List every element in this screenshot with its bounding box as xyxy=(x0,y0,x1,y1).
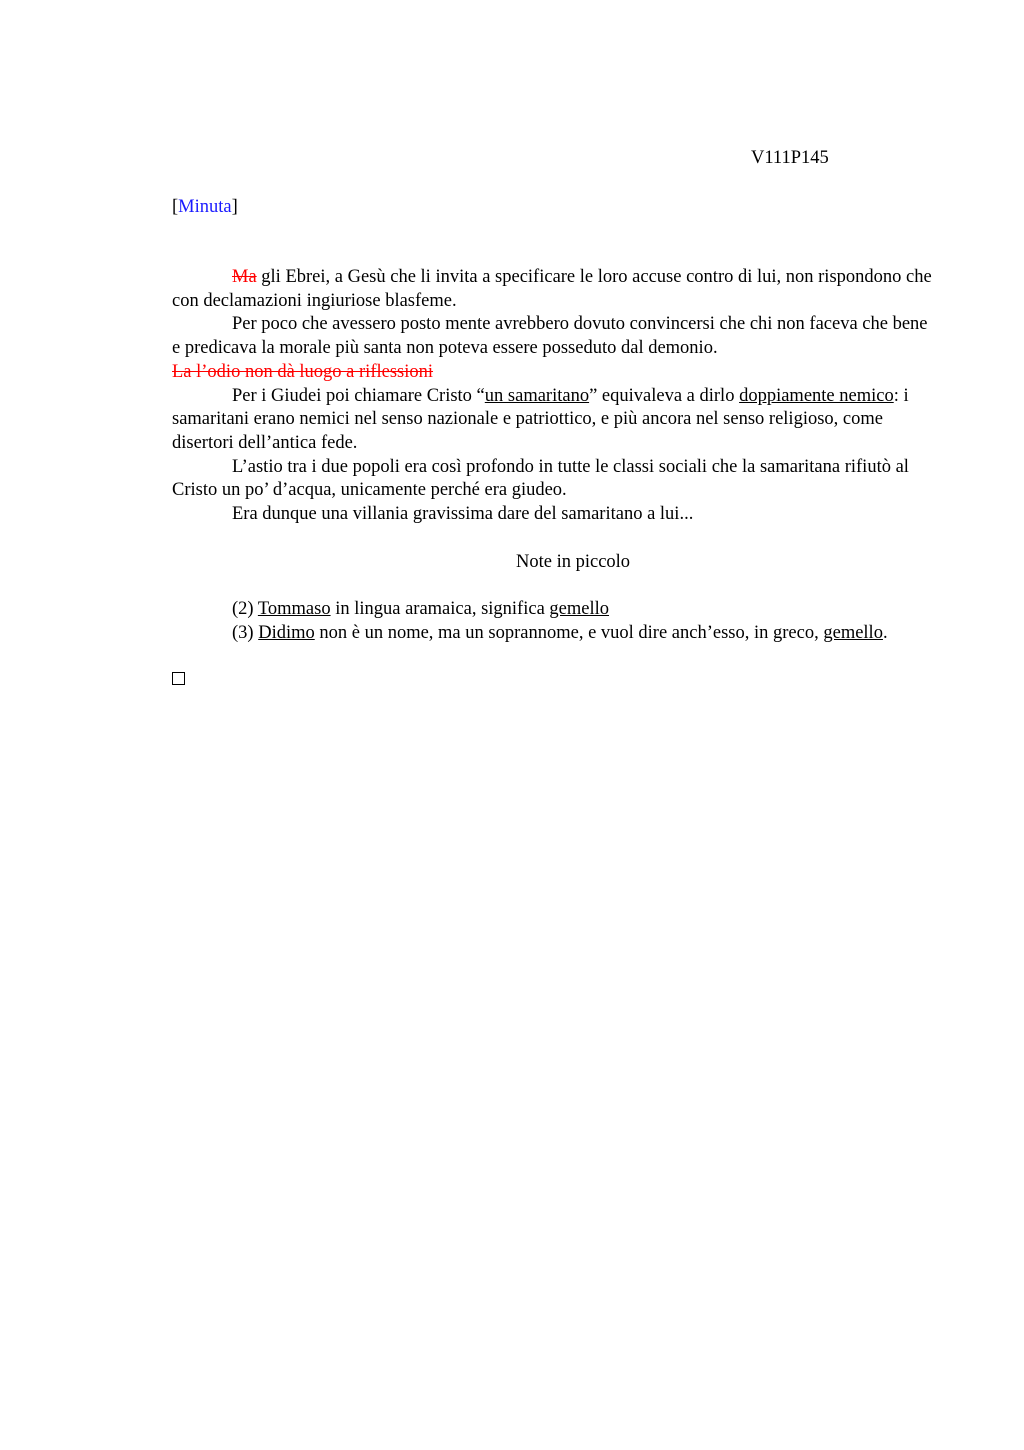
underlined-text: Didimo xyxy=(258,622,315,643)
underlined-text: gemello xyxy=(823,622,883,643)
text: ” equivaleva a dirlo xyxy=(589,385,740,406)
text: in lingua aramaica, significa xyxy=(330,599,550,619)
text: : i samaritani erano nemici nel senso nazionale e patriottico, e più ancora nel senso religioso, come disertori dell’antica fede. xyxy=(172,385,909,453)
text: non è un nome, ma un soprannome, e vuol dire anch’esso, in greco, xyxy=(314,622,824,643)
paragraph-3 xyxy=(172,361,932,385)
notes-title: Note in piccolo xyxy=(516,552,631,572)
deleted-line: La l’odio non dà luogo a riflessioni xyxy=(172,361,434,382)
paragraph-4 xyxy=(172,385,932,456)
empty-box-icon xyxy=(172,672,185,685)
note-2 xyxy=(172,598,932,622)
page-id: V111P145 xyxy=(751,148,829,168)
text: . xyxy=(882,622,888,643)
notes xyxy=(172,598,932,645)
paragraph-1 xyxy=(172,266,932,313)
text: Per i Giudei poi chiamare Cristo “ xyxy=(232,385,485,406)
note-3 xyxy=(172,622,932,646)
minuta-link[interactable]: Minuta xyxy=(178,197,232,217)
paragraph-2: Per poco che avessero posto mente avrebbero dovuto convincersi che chi non faceva che bene e predicava la morale più santa non poteva essere posseduto dal demonio. xyxy=(172,314,928,359)
text: (3) xyxy=(232,622,259,643)
deleted-word: Ma xyxy=(232,267,257,287)
paragraph-text: gli Ebrei, a Gesù che li invita a specificare le loro accuse contro di lui, non rispondono che con declamazioni ingiuriose blasfeme. xyxy=(172,267,932,311)
text: (2) xyxy=(232,599,258,619)
paragraph-6: Era dunque una villania gravissima dare del samaritano a lui... xyxy=(232,504,694,525)
body-text xyxy=(172,266,932,527)
minuta-label xyxy=(172,196,238,218)
paragraph-5: L’astio tra i due popoli era così profondo in tutte le classi sociali che la samaritana rifiutò al Cristo un po’ d’acqua, unicamente perché era giudeo. xyxy=(172,456,909,501)
bracket-close: ] xyxy=(231,197,238,217)
underlined-text: un samaritano xyxy=(484,385,590,406)
underlined-text: Tommaso xyxy=(257,599,331,619)
underlined-text: gemello xyxy=(549,599,610,619)
underlined-text: doppiamente nemico xyxy=(739,385,894,406)
bracket-open: [ xyxy=(172,197,179,217)
